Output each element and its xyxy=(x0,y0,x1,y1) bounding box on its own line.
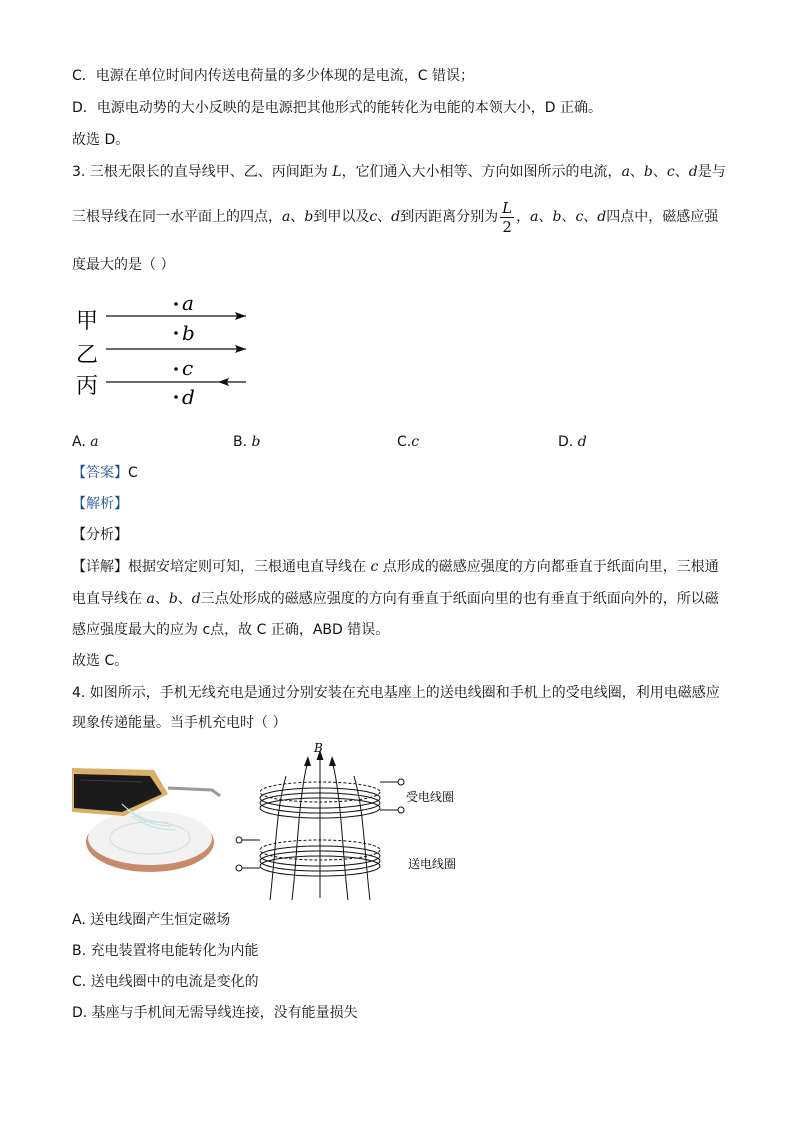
q3-stem-line-3: 度最大的是（ ） xyxy=(72,257,175,273)
q3-detail-line-1: 【详解】根据安培定则可知，三根通电直导线在 c 点形成的磁感应强度的方向都垂直于纸面向里，三根通 xyxy=(72,559,719,575)
q4-option-c: C. 送电线圈中的电流是变化的 xyxy=(72,974,259,990)
charger-base-top xyxy=(88,811,212,865)
q3-answer: 【答案】C xyxy=(72,465,138,481)
wire-label-yi: 乙 xyxy=(76,343,99,368)
prev-conclusion: 故选 D。 xyxy=(72,132,130,148)
coil-diagram xyxy=(228,740,468,900)
point-d-dot xyxy=(174,395,178,399)
point-a-label: a xyxy=(182,291,194,315)
point-b-label: b xyxy=(182,321,195,345)
point-b-dot xyxy=(174,331,178,335)
wire-label-jia: 甲 xyxy=(76,309,99,334)
q4-option-a: A. 送电线圈产生恒定磁场 xyxy=(72,912,231,928)
q3-wire-figure xyxy=(72,286,262,414)
fraction-l-over-2: $\frac{L}{2}$ xyxy=(502,198,513,236)
q3-stem-line-2: 三根导线在同一水平面上的四点，a、b到甲以及c、d到丙距离分别为 $\frac{L}{2}$ ，a、b、c、d四点中，磁感应强 xyxy=(72,198,719,236)
point-c-label: c xyxy=(182,356,194,380)
point-d-label: d xyxy=(182,385,195,409)
receiving-coil-label: 受电线圈 xyxy=(406,790,455,804)
prev-answer-c: C．电源在单位时间内传送电荷量的多少体现的是电流，C 错误； xyxy=(72,68,474,84)
wire-label-bing: 丙 xyxy=(76,374,99,399)
point-c-dot xyxy=(174,367,178,371)
q3-option-b: B. b xyxy=(233,434,261,450)
field-label-b: B xyxy=(314,741,323,755)
q3-option-c: C.c xyxy=(397,434,420,450)
q3-detail-line-2: 电直导线在 a、b、d三点处形成的磁感应强度的方向有垂直于纸面向里的也有垂直于纸面向外的，所以磁 xyxy=(72,591,719,607)
q4-stem-line-1: 4. 如图所示，手机无线充电是通过分别安装在充电基座上的送电线圈和手机上的受电线圈，利用电磁感应 xyxy=(72,685,720,701)
point-a-dot xyxy=(174,302,178,306)
q3-option-d: D. d xyxy=(558,434,587,450)
phone-charger-photo xyxy=(72,764,222,876)
transmitting-coil-label: 送电线圈 xyxy=(408,857,457,871)
q4-option-d: D. 基座与手机间无需导线连接，没有能量损失 xyxy=(72,1005,358,1021)
q3-detail-line-3: 感应强度最大的应为 c点，故 C 正确，ABD 错误。 xyxy=(72,622,390,638)
q3-conclusion: 故选 C。 xyxy=(72,653,129,669)
q3-stem-line-1: 3. 三根无限长的直导线甲、乙、丙间距为 L，它们通入大小相等、方向如图所示的电流，a、b、c、d是与 xyxy=(72,164,726,180)
q4-stem-line-2: 现象传递能量。当手机充电时（ ） xyxy=(72,715,287,731)
q4-option-b: B. 充电装置将电能转化为内能 xyxy=(72,943,259,959)
q3-fenxi-tag: 【分析】 xyxy=(72,527,128,543)
prev-answer-d: D．电源电动势的大小反映的是电源把其他形式的能转化为电能的本领大小，D 正确。 xyxy=(72,100,603,116)
q3-option-a: A. a xyxy=(72,434,99,450)
q3-analysis-tag: 【解析】 xyxy=(72,496,128,512)
